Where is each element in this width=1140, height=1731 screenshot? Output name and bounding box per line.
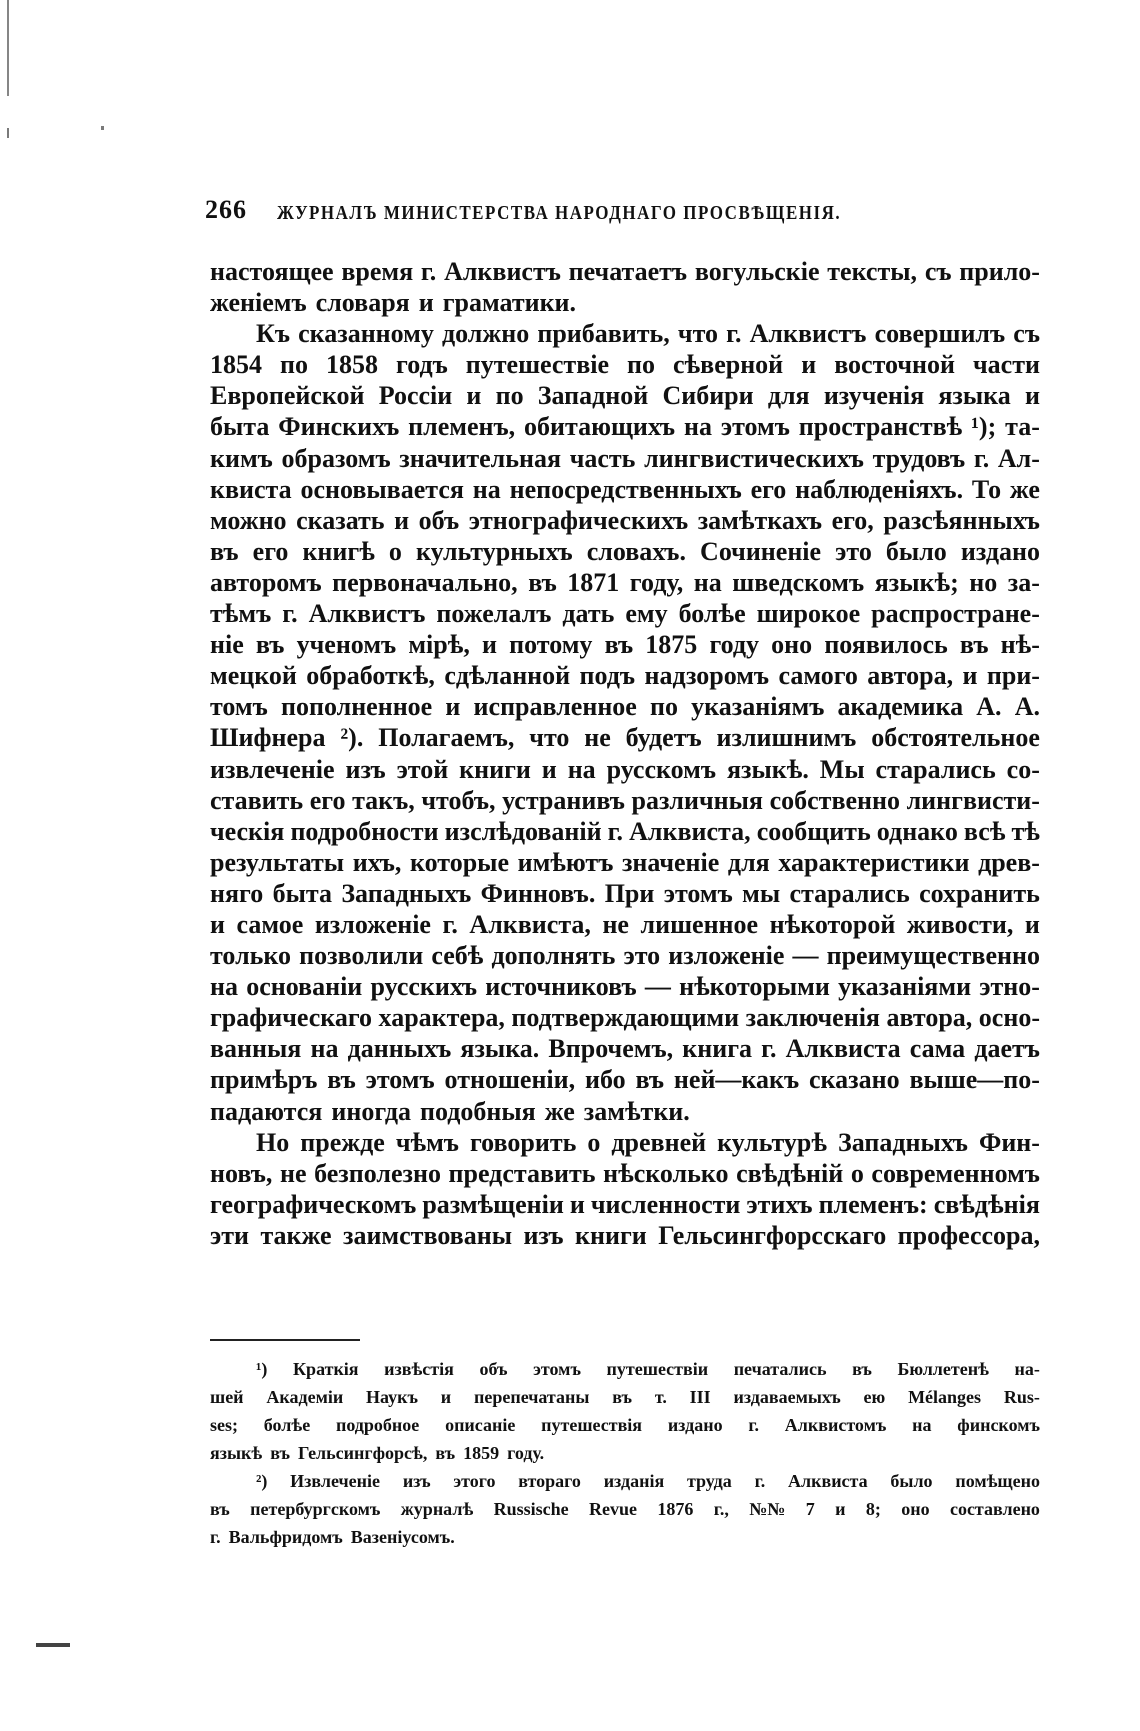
- body-text-line: женіемъ словаря и граматики.: [210, 288, 577, 318]
- body-text-line: можно сказать и объ этнографическихъ замѣткахъ его, разсѣянныхъ: [210, 505, 1040, 535]
- body-text-line: только позволили себѣ дополнять это изложеніе — преимущественно: [210, 941, 1040, 971]
- body-text-line: ческія подробности изслѣдованій г. Алквиста, сообщить однако всѣ тѣ: [210, 816, 1040, 846]
- footnote-divider: [210, 1339, 360, 1341]
- body-text-line: Но прежде чѣмъ говорить о древней культурѣ Западныхъ Фин-: [256, 1127, 1040, 1157]
- body-text-line: примѣръ въ этомъ отношеніи, ибо въ ней—какъ сказано выше—по-: [210, 1065, 1040, 1095]
- footnote-line: ses; болѣе подробное описаніе путешествія издано г. Алквистомъ на финскомъ: [210, 1415, 1040, 1435]
- body-text-line: няго быта Западныхъ Финновъ. При этомъ мы старались сохранить: [210, 878, 1040, 908]
- body-text-line: мецкой обработкѣ, сдѣланной подъ надзоромъ самого автора, и при-: [210, 661, 1040, 691]
- body-text-line: кимъ образомъ значительная часть лингвистическихъ трудовъ г. Ал-: [210, 443, 1040, 473]
- scan-edge-mark: [7, 128, 9, 138]
- body-text-line: настоящее время г. Алквистъ печатаетъ вогульскіе тексты, съ прило-: [210, 257, 1040, 286]
- body-text-line: томъ пополненное и исправленное по указаніямъ академика А. А.: [210, 692, 1040, 722]
- footnote-line: г. Вальфридомъ Вазеніусомъ.: [210, 1527, 455, 1547]
- body-text-line: ванныя на данныхъ языка. Впрочемъ, книга г. Алквиста сама даетъ: [210, 1034, 1040, 1064]
- body-text-line: падаются иногда подобныя же замѣтки.: [210, 1096, 690, 1126]
- body-text-line: географическомъ размѣщеніи и численности этихъ племенъ: свѣдѣнія: [210, 1189, 1040, 1219]
- footnote-line: ²) Извлеченіе изъ этого втораго изданія труда г. Алквиста было помѣщено: [256, 1471, 1040, 1491]
- body-text-line: эти также заимствованы изъ книги Гельсингфорсскаго профессора,: [210, 1220, 1040, 1250]
- body-text-line: 1854 по 1858 годъ путешествіе по сѣверной и восточной части: [210, 350, 1040, 380]
- body-text-line: на основаніи русскихъ источниковъ — нѣкоторыми указаніями этно-: [210, 972, 1040, 1002]
- body-text-line: графическаго характера, подтверждающими заключенія автора, осно-: [210, 1003, 1040, 1033]
- body-text-line: и самое изложеніе г. Алквиста, не лишенное нѣкоторой живости, и: [210, 909, 1040, 939]
- body-text-line: квиста основывается на непосредственныхъ его наблюденіяхъ. То же: [210, 474, 1040, 504]
- footnote-line: языкѣ въ Гельсингфорсѣ, въ 1859 году.: [210, 1443, 545, 1463]
- body-text-line: результаты ихъ, которые имѣютъ значеніе для характеристики древ-: [210, 847, 1040, 877]
- body-text-line: ніе въ ученомъ мірѣ, и потому въ 1875 году оно появилось въ нѣ-: [210, 630, 1040, 660]
- body-text-line: быта Финскихъ племенъ, обитающихъ на этомъ пространствѣ ¹); та-: [210, 412, 1040, 442]
- footnote-line: ¹) Краткія извѣстія объ этомъ путешествіи печатались въ Бюллетенѣ на-: [256, 1359, 1040, 1379]
- body-text: [210, 256, 1040, 1251]
- footnote-line: шей Академіи Наукъ и перепечатаны въ т. III издаваемыхъ ею Mélanges Rus-: [210, 1387, 1040, 1407]
- running-title: ЖУРНАЛЪ МИНИСТЕРСТВА НАРОДНАГО ПРОСВѢЩЕНІЯ.: [277, 201, 842, 224]
- page-header: [205, 195, 1035, 235]
- body-text-line: Шифнера ²). Полагаемъ, что не будетъ излишнимъ обстоятельное: [210, 723, 1040, 753]
- body-text-line: Европейской Россіи и по Западной Сибири для изученія языка и: [210, 381, 1040, 411]
- body-text-line: Къ сказанному должно прибавить, что г. Алквистъ совершилъ съ: [256, 319, 1040, 349]
- page-number: 266: [205, 195, 247, 224]
- body-text-line: въ его книгѣ о культурныхъ словахъ. Сочиненіе это было издано: [210, 536, 1040, 566]
- scan-dot-mark: [101, 126, 104, 130]
- scan-dash-mark: [36, 1643, 70, 1647]
- body-text-line: авторомъ первоначально, въ 1871 году, на шведскомъ языкѣ; но за-: [210, 567, 1040, 597]
- footnotes: [210, 1355, 1040, 1551]
- body-text-line: тѣмъ г. Алквистъ пожелалъ дать ему болѣе широкое распростране-: [210, 599, 1040, 629]
- footnote-line: въ петербургскомъ журналѣ Russische Revue 1876 г., №№ 7 и 8; оно составлено: [210, 1499, 1040, 1519]
- body-text-line: извлеченіе изъ этой книги и на русскомъ языкѣ. Мы старались со-: [210, 754, 1040, 784]
- body-text-line: ставить его такъ, чтобъ, устранивъ различныя собственно лингвисти-: [210, 785, 1040, 815]
- body-text-line: новъ, не безполезно представить нѣсколько свѣдѣній о современномъ: [210, 1158, 1040, 1188]
- scan-edge-mark: [7, 0, 9, 96]
